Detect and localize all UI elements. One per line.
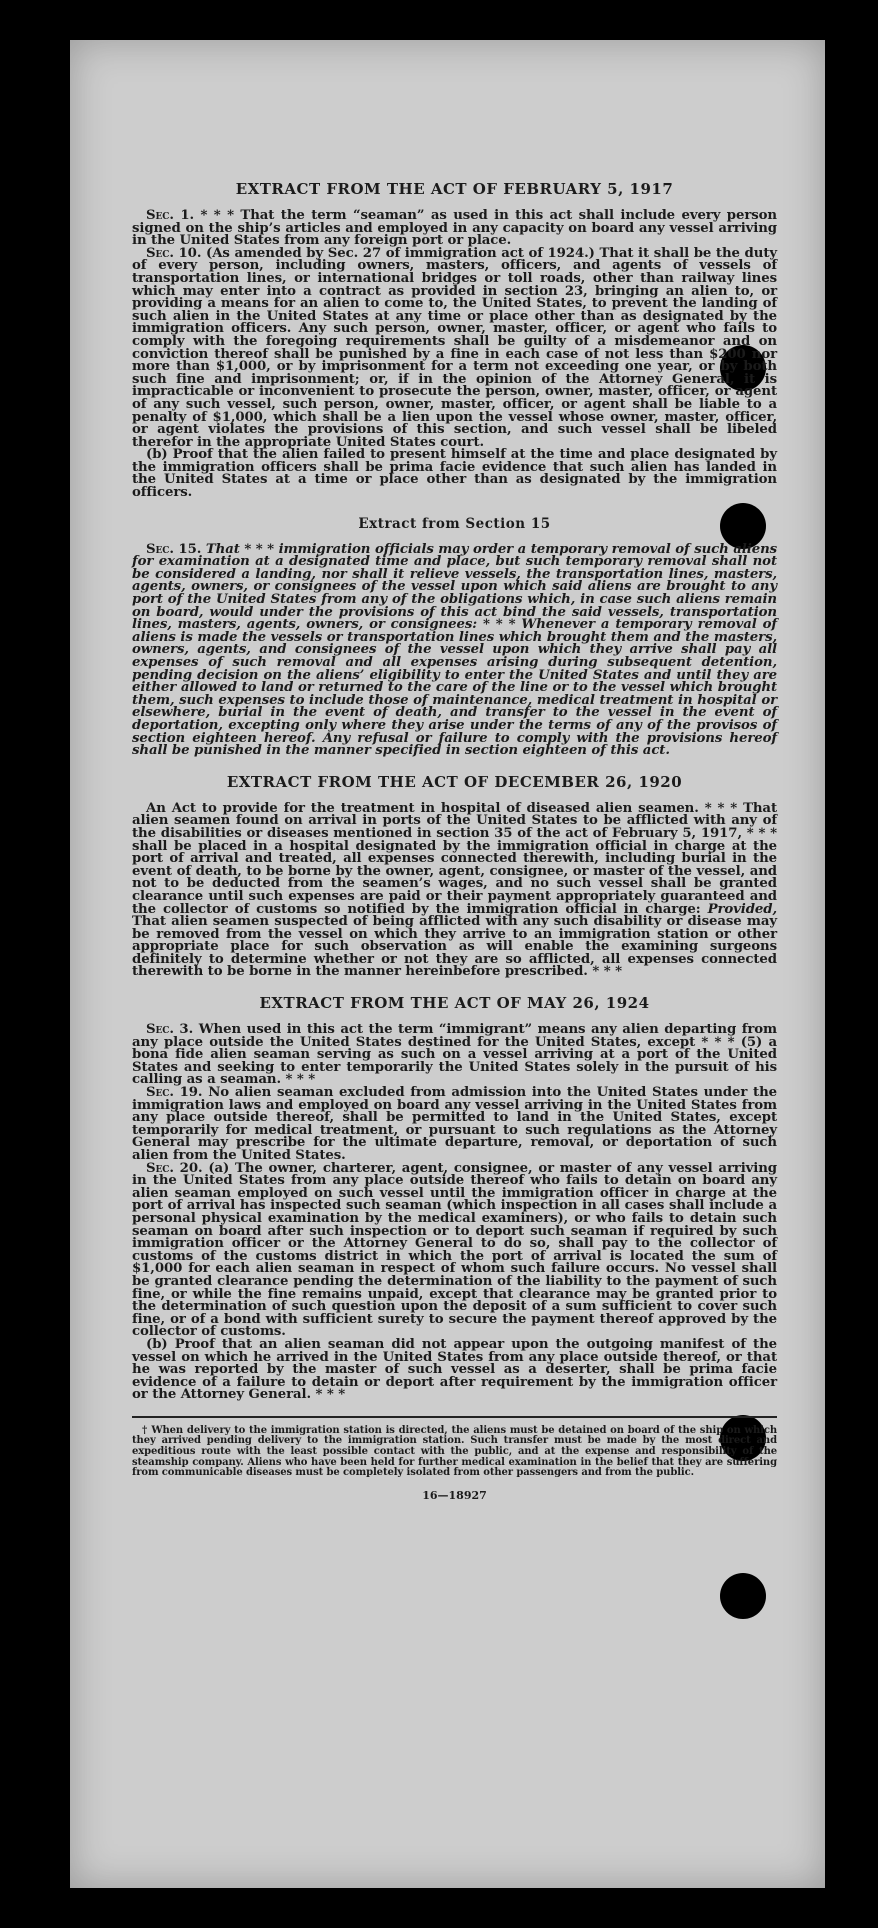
heading-act-1920: EXTRACT FROM THE ACT OF DECEMBER 26, 1920 bbox=[226, 772, 683, 791]
section-20b-paragraph: (b) Proof that an alien seaman did not appear upon the outgoing manifest of the vessel on which he arrived in the United States from any place outside thereof, or that he was reported by the master of such vessel as a deserter, shall be prima facie evidence of a failure to detain or deport after requirement by the immigration officer or the Attorney General. * * * bbox=[132, 1336, 777, 1403]
heading-act-1917: EXTRACT FROM THE ACT OF FEBRUARY 5, 1917 bbox=[235, 180, 674, 198]
section-10-paragraph: Sec. 10. (As amended by Sec. 27 of immigration act of 1924.) That it shall be the duty of every person, including owners, masters, officers, and agents of vessels of transportation lines, or international bridges or toll roads, other than railway lines which may enter into a contract as provided in section 23, bringing an alien to, or providing a means for an alien to come to, the United States, to prevent the landing of such alien in the United States at any time or place other than as designated by the immigration officers. Any such person, owner, master, officer, or agent who fails to comply with the foregoing requirements shall be guilty of a misdemeanor and on conviction thereof shall be punished by a fine in each case of not less than $200 nor more than $1,000, or by imprisonment for a term not exceeding one year, or by both such fine and imprisonment; or, if in the opinion of the Attorney General, it is impracticable or inconvenient to prosecute the person, owner, master, officer, or agent of any such vessel, such person, owner, master, officer, or agent shall be liable to a penalty of $1,000, which shall be a lien upon the vessel whose owner, master, officer, or agent violates the provisions of this section, and such vessel shall be libeled therefor in the appropriate United States court. bbox=[132, 245, 777, 450]
footnote-divider bbox=[132, 1416, 777, 1418]
section-label: Sec. 1. bbox=[146, 208, 194, 223]
document-body bbox=[132, 180, 777, 1502]
section-label: Sec. 3. bbox=[146, 1022, 194, 1038]
heading-act-1924: EXTRACT FROM THE ACT OF MAY 26, 1924 bbox=[259, 994, 650, 1013]
section-1-paragraph: Sec. 1. * * * That the term “seaman” as used in this act shall include every person signed on the ship’s articles and employed in any capacity on board any vessel arriving in the United States from any foreign port or place. bbox=[132, 208, 777, 249]
section-label: Sec. 19. bbox=[146, 1085, 203, 1101]
section-label: Sec. 20. bbox=[146, 1160, 203, 1176]
section-20-paragraph: Sec. 20. (a) The owner, charterer, agent, consignee, or master of any vessel arriving in the United States from any place outside thereof who fails to detain on board any alien seaman employed on such vessel until the immigration officer in charge at the port of arrival has inspected such seaman (which inspection in all cases shall include a personal physical examination by the medical examiners), or who fails to detain such seaman on board after such inspection or to deport such seaman if required by such immigration officer or the Attorney General to do so, shall pay to the collector of customs of the customs district in which the port of arrival is located the sum of $1,000 for each alien seaman in respect of whom such failure occurs. No vessel shall be granted clearance pending the determination of the liability to the payment of such fine, or while the fine remains unpaid, except that clearance may be granted prior to the determination of such question upon the deposit of a sum sufficient to cover such fine, or of a bond with sufficient surety to secure the payment thereof approved by the collector of customs. bbox=[132, 1160, 778, 1340]
section-19-paragraph: Sec. 19. No alien seaman excluded from admission into the United States under the immigration laws and employed on board any vessel arriving in the United States from any place outside thereof, shall be permitted to land in the United States, except temporarily for medical treatment, or pursuant to such regulations as the Attorney General may prescribe for the ultimate departure, removal, or deportation of such alien from the United States. bbox=[132, 1085, 777, 1163]
footnote-text: † When delivery to the immigration station is directed, the aliens must be detained on board of the ship on which they arrived pending delivery to the immigration station. Such transfer must be made by the most direct and expeditious route with the least possible contact with the public, and at the expense and responsibility of the steamship company. Aliens who have been held for further medical examination in the belief that they are suffering from communicable diseases must be completely isolated from other passengers and from the public. bbox=[132, 1424, 777, 1479]
section-15-block bbox=[132, 541, 778, 759]
section-15-paragraph: Sec. 15. That * * * immigration officials may order a temporary removal of such aliens for examination at a designated time and place, but such temporary removal shall not be considered a landing, nor shall it relieve vessels, the transportation lines, masters, agents, owners, or consignees of the vessel upon which said aliens are brought to any port of the United States from any of the obligations which, in case such aliens remain on board, would under the provisions of this act bind the said vessels, transportation lines, masters, agents, owners, or consignees: * * * Whenever a temporary removal of aliens is made the vessels or transportation lines which brought them and the masters, owners, agents, and consignees of the vessel upon which they arrive shall pay all expenses of such removal and all expenses arising during subsequent detention, pending decision on the aliens’ eligibility to enter the United States and until they are either allowed to land or returned to the care of the line or to the vessel which brought them, such expenses to include those of maintenance, medical treatment in hospital or elsewhere, burial in the event of death, and transfer to the vessel in the event of deportation, excepting only where they arise under the terms of any of the provisos of section eighteen hereof. Any refusal or failure to comply with the provisions hereof shall be punished in the manner specified in section eighteen of this act. bbox=[132, 541, 778, 759]
punch-hole bbox=[720, 1573, 766, 1619]
section-label: Sec. 15. bbox=[146, 541, 202, 557]
section-label: Sec. 10. bbox=[146, 245, 202, 261]
heading-section-15: Extract from Section 15 bbox=[358, 515, 551, 532]
section-10b-paragraph: (b) Proof that the alien failed to present himself at the time and place designated by the immigration officers shall be prima facie evidence that such alien has landed in the United States at a time or place other than as designated by the immigration officers. bbox=[132, 447, 777, 501]
footnote bbox=[132, 1426, 777, 1479]
act-1920-paragraph: An Act to provide for the treatment in hospital of diseased alien seamen. * * * That alien seamen found on arrival in ports of the United States to be afflicted with any of the disabilities or diseases mentioned in section 35 of the act of February 5, 1917, * * * shall be placed in a hospital designated by the immigration official in charge at the port of arrival and treated, all expenses connected therewith, including burial in the event of death, to be borne by the owner, agent, consignee, or master of the vessel, and not to be deducted from the seamen’s wages, and no such vessel shall be granted clearance until such expenses are paid or their payment appropriately guaranteed and the collector of customs so notified by the immigration official in charge: Provided, That alien seamen suspected of being afflicted with any such disability or disease may be removed from the vessel on which they arrive to an immigration station or other appropriate place for such observation as will enable the examining surgeons definitely to determine whether or not they are so afflicted, all expenses connected therewith to be borne in the manner hereinbefore prescribed. * * * bbox=[132, 800, 777, 980]
document-number: 16—18927 bbox=[422, 1488, 487, 1502]
document-sheet bbox=[70, 40, 825, 1888]
section-3-paragraph: Sec. 3. When used in this act the term “immigrant” means any alien departing from any place outside the United States destined for the United States, except * * * (5) a bona fide alien seaman serving as such on a vessel arriving at a port of the United States and seeking to enter temporarily the United States solely in the pursuit of his calling as a seaman. * * * bbox=[132, 1022, 777, 1088]
